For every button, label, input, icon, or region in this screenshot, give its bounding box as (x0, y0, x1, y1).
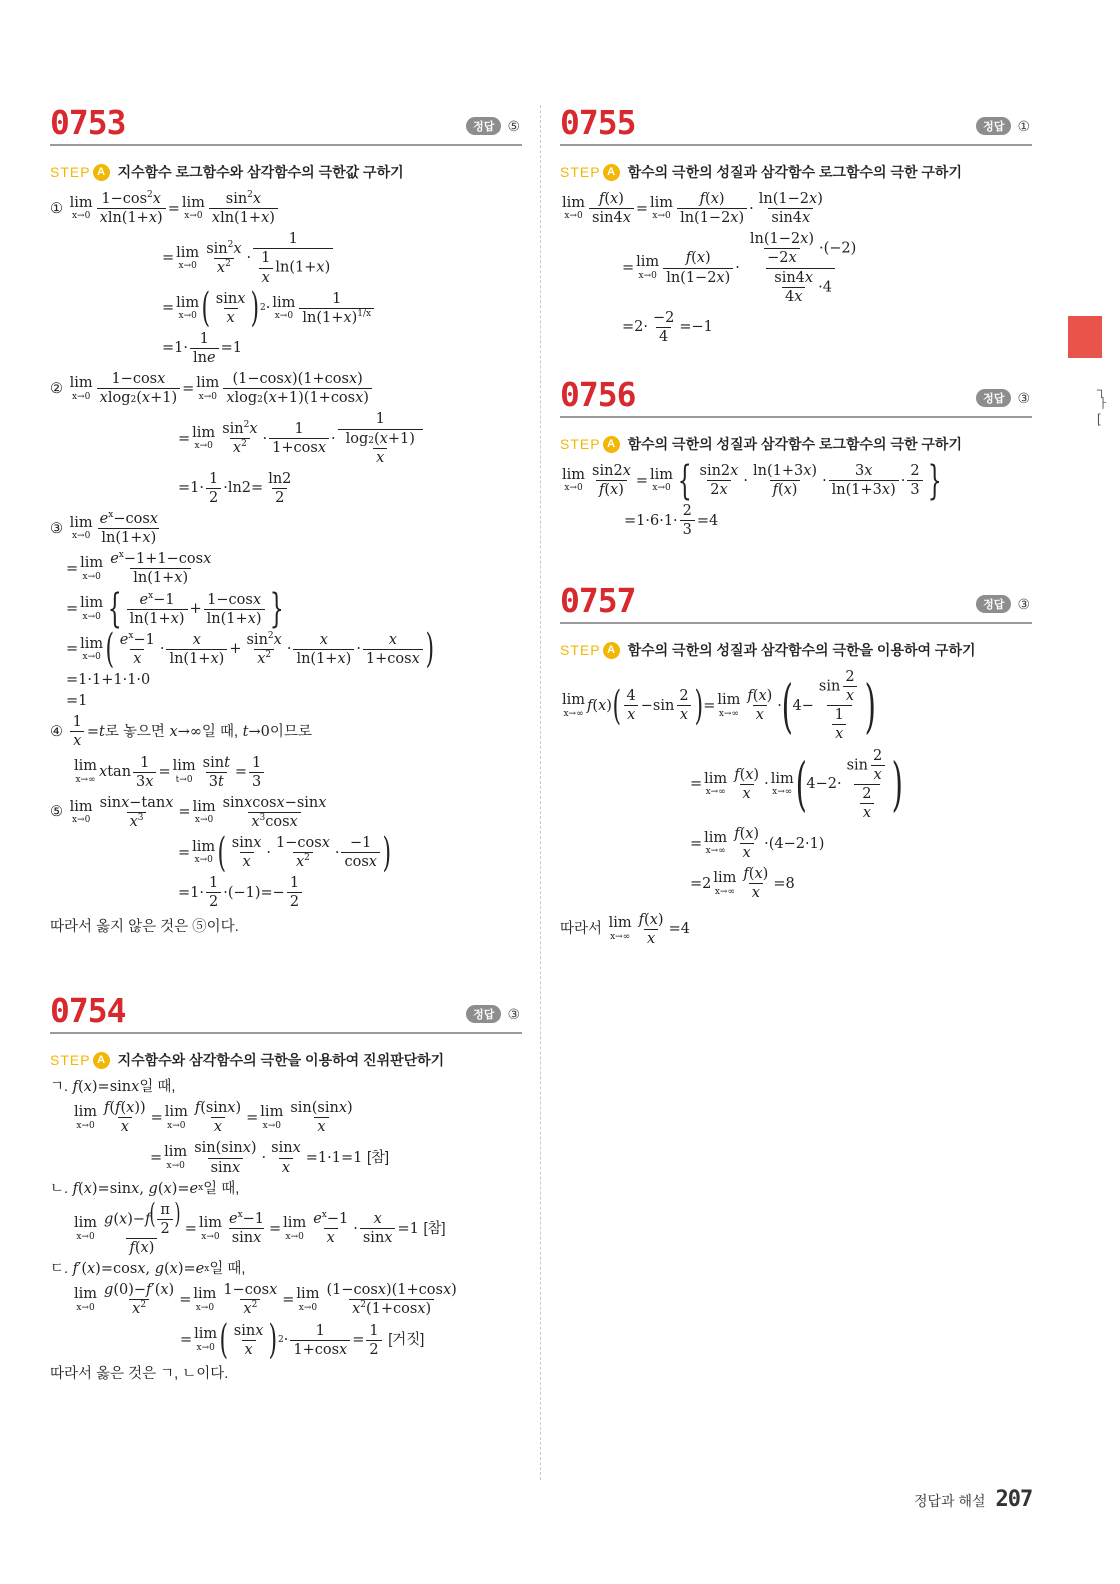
step-heading (50, 1050, 522, 1070)
answer-label (466, 1005, 520, 1023)
math-line: ① lim x→0 $\frac{1-\cos^2x}{xln(1+x)}$ = lim x→0 $\frac{\sin^2x}{xln(1+x)}$ (50, 190, 522, 227)
answer-badge: 정답 (976, 117, 1011, 135)
math-line: =1·1+1·1·0 (66, 672, 151, 688)
answer-badge: 정답 (466, 117, 501, 135)
answer-label (976, 595, 1030, 613)
math-line: ㄱ. f ( x )=sin x 일 때, (50, 1079, 176, 1095)
problem-number: 0753 (50, 103, 126, 142)
math-line: = lim x→0 ( $\frac{e^x-1}{x}$ · $\frac{x}{\ln(1+x)}$ + $\frac{\sin^2x}{x^2}$ · $\frac{x}{\ln(1+x)}$ · $\frac{x}{1+\cos x}$ ) (66, 626, 434, 673)
problem-0756 (560, 372, 1032, 543)
true-mark: [참] (423, 1220, 446, 1237)
math-line: = lim x→0 ( $\frac{\sin x}{x}$ ) 2 · $\frac{1}{1+\cos x}$ = $\frac{1}{2}$ [거짓] (180, 1317, 425, 1364)
step-heading (560, 162, 1032, 182)
answer-value: ⑤ (507, 117, 520, 134)
math-line: = lim x→0 $\frac{\sin^2x}{x^2}$ · $\frac{1}{1+\cos x}$ · $\frac{1}{\frac{\log 2(x+1)}{x}}$ (50, 410, 522, 466)
step-title: 지수함수와 삼각함수의 극한을 이용하여 진위판단하기 (117, 1052, 445, 1068)
false-mark: [거짓] (388, 1332, 425, 1349)
step-heading (560, 640, 1032, 660)
math-line: = lim x→∞ $\frac{f(x)}{x}$ · lim x→∞ ( 4−2· sin $\frac{2}{x}$ $\frac{2}{x}$ ) (690, 747, 904, 821)
math-line: = lim x→0 $\frac{\sin(\sin x)}{\sin x}$ · $\frac{\sin x}{x}$ =1·1=1 [참] (150, 1140, 390, 1176)
math-line: ㄷ. f ′( x )=cos x , g ( x )= e x 일 때, (50, 1261, 246, 1278)
answer-value: ① (1017, 117, 1030, 134)
math-line: =1· $\frac{1}{2}$ ·(−1)=− $\frac{1}{2}$ (50, 874, 522, 911)
chapter-tab-letters: ┐ ㅏ [ (1097, 382, 1110, 426)
math-line: 따라서 lim x→∞ $\frac{f(x)}{x}$ =4 (560, 911, 690, 947)
answer-badge: 정답 (466, 1005, 501, 1023)
math-line: =2· $\frac{-2}{4}$ =−1 (622, 309, 713, 345)
math-line: lim x→0 $\frac{f(x)}{\sin 4x}$ = lim x→0 $\frac{f(x)}{\ln(1-2x)}$ · $\frac{\ln(1-2x)}{\sin 4x}$ (562, 191, 823, 227)
step-heading (50, 162, 522, 182)
problem-header (50, 988, 522, 1034)
page-footer (914, 1487, 1032, 1512)
answer-value: ③ (1017, 389, 1030, 406)
math-line: =1·6·1· $\frac{2}{3}$ =4 (624, 503, 719, 539)
problem-0757 (560, 578, 1032, 951)
answer-value: ③ (507, 1005, 520, 1022)
math-line: lim x→0 $\frac{g(0)-f'(x)}{x^2}$ = lim x→0 $\frac{1-\cos x}{x^2}$ = lim x→0 $\frac{(1-\cos x)(1+\cos x)}{x^2(1+\cos x)}$ (74, 1282, 457, 1318)
answer-badge: 정답 (976, 389, 1011, 407)
case-label: ㄱ. (50, 1079, 69, 1095)
conclusion-text: 따라서 옳은 것은 ㄱ, ㄴ이다. (50, 1365, 229, 1382)
step-title: 함수의 극한의 성질과 삼각함수 로그함수의 극한 구하기 (627, 436, 962, 452)
answer-label (976, 117, 1030, 135)
step-word: STEP (50, 164, 91, 180)
math-line: = lim x→0 ( $\frac{\sin x}{x}$ ) 2 · lim x→0 $\frac{1}{\ln(1+x)^{1/x}}$ (50, 290, 522, 327)
solution-body (50, 1078, 522, 1383)
step-letter-badge: A (603, 642, 620, 659)
math-line: = lim x→0 { $\frac{e^x-1}{\ln(1+x)}$ + $\frac{1-\cos x}{\ln(1+x)}$ } (66, 586, 284, 633)
right-column (560, 100, 1032, 947)
conclusion-text: 따라서 옳지 않은 것은 ⑤이다. (50, 918, 239, 935)
case-label: ㄷ. (50, 1261, 69, 1278)
math-line: =1· $\frac{1}{\ln e}$ =1 (162, 330, 242, 366)
step-title: 지수함수 로그함수와 삼각함수의 극한값 구하기 (117, 164, 404, 180)
math-line: =2 lim x→∞ $\frac{f(x)}{x}$ =8 (690, 866, 795, 902)
problem-header (50, 100, 522, 146)
problem-number: 0757 (560, 581, 636, 620)
math-line: ② lim x→0 $\frac{1-\cos x}{xlog2(x+1)}$ = lim x→0 $\frac{(1-\cos x)(1+\cos x)}{xlog2(x+1)(1+\cos x)}$ (50, 370, 522, 407)
step-word: STEP (50, 1052, 91, 1068)
step-word: STEP (560, 164, 601, 180)
footer-label: 정답과 해설 (914, 1493, 986, 1509)
step-letter-badge: A (603, 436, 620, 453)
math-line: ④ $\frac{1}{x}$ = t 로 놓으면 x →∞ 일 때, t →0 이므로 (50, 714, 312, 750)
problem-number: 0756 (560, 375, 636, 414)
problem-header (560, 100, 1032, 146)
answer-label (466, 117, 520, 135)
step-word: STEP (560, 436, 601, 452)
problem-0755 (560, 100, 1032, 346)
conclusion-prefix: 따라서 (560, 921, 603, 938)
math-line: lim x→∞ f ( x ) ( $\frac{4}{x}$ −sin $\frac{2}{x}$ ) = lim x→∞ $\frac{f(x)}{x}$ · ( 4− sin $\frac{2}{x}$ $\frac{1}{x}$ ) (562, 669, 876, 743)
step-title: 함수의 극한의 성질과 삼각함수 로그함수의 극한 구하기 (627, 164, 962, 180)
math-line: = lim x→0 $\frac{\sin^2x}{x^2}$ · 1 $\frac{1}{x}$ ln(1+x) (50, 230, 522, 286)
problem-number: 0754 (50, 991, 126, 1030)
math-line: lim x→0 $\frac{f(f(x))}{x}$ = lim x→0 $\frac{f(\sin x)}{x}$ = lim x→0 $\frac{\sin(\sin x)}{x}$ (74, 1100, 353, 1136)
left-column (50, 100, 522, 1382)
step-letter-badge: A (93, 1052, 110, 1069)
answer-label (976, 389, 1030, 407)
solution-body (560, 190, 1032, 346)
math-line: lim x→0 g(x)−f( $\frac{\pi}{2}$ ) f(x) = lim x→0 $\frac{e^x-1}{\sin x}$ = lim x→0 $\frac{e^x-1}{x}$ · $\frac{x}{\sin x}$ =1 [참] (74, 1197, 446, 1256)
page-number: 207 (995, 1487, 1033, 1512)
case-label: ㄴ. (50, 1180, 69, 1197)
chapter-tab (1068, 316, 1102, 358)
math-line: lim x→0 $\frac{\sin 2x}{f(x)}$ = lim x→0 { $\frac{\sin 2x}{2x}$ · $\frac{\ln(1+3x)}{f(x)}$ · $\frac{3x}{\ln(1+3x)}$ · $\frac{2}{3}$ } (562, 457, 942, 504)
math-line: = lim x→0 $\frac{e^x-1+1-\cos x}{\ln(1+x)}$ (66, 550, 212, 587)
problem-number: 0755 (560, 103, 636, 142)
problem-header (560, 578, 1032, 624)
answer-value: ③ (1017, 595, 1030, 612)
math-line: ③ lim x→0 $\frac{e^x-\cos x}{\ln(1+x)}$ (50, 510, 158, 547)
math-line: ㄴ. f ( x )=sin x , g ( x )= e x 일 때, (50, 1180, 240, 1197)
step-letter-badge: A (603, 164, 620, 181)
math-line: = lim x→0 $\frac{f(x)}{\ln(1-2x)}$ · $\frac{\ln(1-2x)}{-2x}$ ·(−2) $\frac{\sin 4x}{4x}$ ·4 (622, 231, 857, 305)
problem-0754 (50, 988, 522, 1386)
answer-badge: 정답 (976, 595, 1011, 613)
problem-header (560, 372, 1032, 418)
solution-body (560, 668, 1032, 948)
step-letter-badge: A (93, 164, 110, 181)
step-title: 함수의 극한의 성질과 삼각함수의 극한을 이용하여 구하기 (627, 642, 976, 658)
math-line: =1· $\frac{1}{2}$ ·ln2= $\frac{\ln 2}{2}$ (178, 470, 292, 506)
column-divider (540, 105, 541, 1480)
solution-body (50, 190, 522, 936)
math-line: =1 (66, 693, 88, 710)
math-line: = lim x→0 ( $\frac{\sin x}{x}$ · $\frac{1-\cos x}{x^2}$ · $\frac{-1}{\cos x}$ ) (178, 829, 392, 876)
true-mark: [참] (366, 1149, 390, 1166)
math-line: = lim x→∞ $\frac{f(x)}{x}$ ·(4−2·1) (690, 826, 825, 862)
problem-0753 (50, 100, 522, 936)
step-word: STEP (560, 642, 601, 658)
solution-body (560, 457, 1032, 540)
math-line: lim x→∞ x tan $\frac{1}{3x}$ = lim t→0 $\frac{\sin t}{3t}$ = $\frac{1}{3}$ (50, 754, 522, 791)
math-line: ⑤ lim x→0 $\frac{\sin x-\tan x}{x^3}$ = lim x→0 $\frac{\text{sinxcosx−sinx}}{x^3\cos x}$ (50, 794, 327, 830)
step-heading (560, 434, 1032, 454)
